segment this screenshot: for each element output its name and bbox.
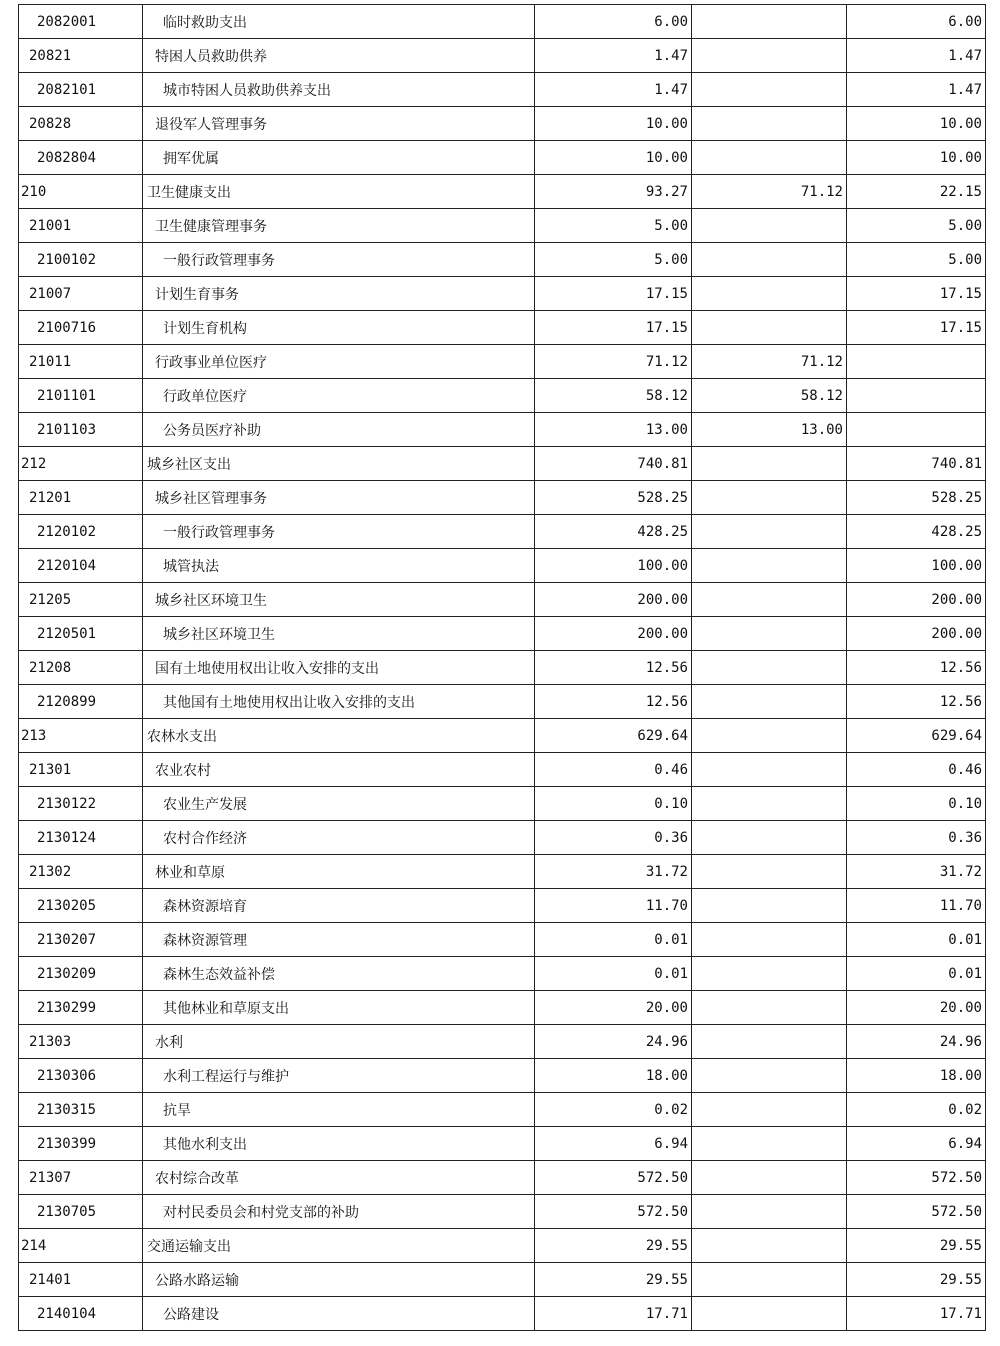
subject-name-cell: 水利 [143,1025,535,1059]
subject-code-cell: 21001 [19,209,143,243]
basic-expenditure-cell: 13.00 [692,413,847,447]
subject-code-cell: 2130315 [19,1093,143,1127]
total-amount-cell: 31.72 [535,855,692,889]
project-expenditure-cell: 572.50 [847,1161,986,1195]
total-amount-cell: 11.70 [535,889,692,923]
basic-expenditure-cell [692,1127,847,1161]
basic-expenditure-cell [692,1161,847,1195]
table-row [19,855,986,889]
subject-name-cell: 拥军优属 [143,141,535,175]
subject-name-cell: 一般行政管理事务 [143,243,535,277]
table-row [19,651,986,685]
basic-expenditure-cell [692,243,847,277]
total-amount-cell: 528.25 [535,481,692,515]
basic-expenditure-cell [692,481,847,515]
total-amount-cell: 200.00 [535,583,692,617]
basic-expenditure-cell: 71.12 [692,175,847,209]
subject-name-cell: 卫生健康管理事务 [143,209,535,243]
subject-name-cell: 计划生育事务 [143,277,535,311]
basic-expenditure-cell [692,991,847,1025]
project-expenditure-cell: 29.55 [847,1229,986,1263]
basic-expenditure-cell [692,651,847,685]
subject-code-cell: 2130207 [19,923,143,957]
basic-expenditure-cell [692,923,847,957]
budget-table [18,4,986,1331]
subject-code-cell: 2100102 [19,243,143,277]
project-expenditure-cell: 200.00 [847,617,986,651]
project-expenditure-cell: 572.50 [847,1195,986,1229]
subject-code-cell: 20821 [19,39,143,73]
subject-name-cell: 森林资源培育 [143,889,535,923]
project-expenditure-cell [847,413,986,447]
subject-code-cell: 214 [19,1229,143,1263]
subject-name-cell: 农林水支出 [143,719,535,753]
table-row [19,957,986,991]
total-amount-cell: 629.64 [535,719,692,753]
subject-name-cell: 计划生育机构 [143,311,535,345]
subject-name-cell: 城乡社区环境卫生 [143,583,535,617]
subject-code-cell: 2130705 [19,1195,143,1229]
total-amount-cell: 0.02 [535,1093,692,1127]
basic-expenditure-cell [692,753,847,787]
basic-expenditure-cell [692,889,847,923]
total-amount-cell: 0.46 [535,753,692,787]
subject-code-cell: 2082804 [19,141,143,175]
subject-code-cell: 2082001 [19,5,143,39]
total-amount-cell: 1.47 [535,39,692,73]
total-amount-cell: 100.00 [535,549,692,583]
project-expenditure-cell: 12.56 [847,685,986,719]
subject-code-cell: 2100716 [19,311,143,345]
subject-name-cell: 行政单位医疗 [143,379,535,413]
table-row [19,753,986,787]
total-amount-cell: 0.01 [535,957,692,991]
subject-code-cell: 2130205 [19,889,143,923]
project-expenditure-cell: 0.46 [847,753,986,787]
subject-code-cell: 2130124 [19,821,143,855]
subject-code-cell: 21201 [19,481,143,515]
subject-name-cell: 城市特困人员救助供养支出 [143,73,535,107]
total-amount-cell: 24.96 [535,1025,692,1059]
project-expenditure-cell: 20.00 [847,991,986,1025]
subject-name-cell: 行政事业单位医疗 [143,345,535,379]
table-row [19,515,986,549]
total-amount-cell: 572.50 [535,1161,692,1195]
table-row [19,1195,986,1229]
subject-name-cell: 森林生态效益补偿 [143,957,535,991]
subject-name-cell: 其他林业和草原支出 [143,991,535,1025]
project-expenditure-cell: 0.36 [847,821,986,855]
table-body [19,5,986,1331]
subject-code-cell: 21208 [19,651,143,685]
table-row [19,277,986,311]
project-expenditure-cell [847,345,986,379]
subject-name-cell: 一般行政管理事务 [143,515,535,549]
basic-expenditure-cell [692,107,847,141]
total-amount-cell: 5.00 [535,209,692,243]
basic-expenditure-cell [692,617,847,651]
total-amount-cell: 10.00 [535,141,692,175]
basic-expenditure-cell [692,855,847,889]
table-row [19,821,986,855]
total-amount-cell: 12.56 [535,685,692,719]
subject-name-cell: 特困人员救助供养 [143,39,535,73]
project-expenditure-cell: 0.01 [847,923,986,957]
table-row [19,1059,986,1093]
total-amount-cell: 17.15 [535,277,692,311]
total-amount-cell: 58.12 [535,379,692,413]
basic-expenditure-cell [692,515,847,549]
subject-code-cell: 21303 [19,1025,143,1059]
basic-expenditure-cell [692,549,847,583]
basic-expenditure-cell [692,1297,847,1331]
project-expenditure-cell [847,379,986,413]
subject-code-cell: 21205 [19,583,143,617]
basic-expenditure-cell [692,209,847,243]
subject-name-cell: 临时救助支出 [143,5,535,39]
subject-name-cell: 农村综合改革 [143,1161,535,1195]
table-row [19,209,986,243]
subject-name-cell: 城管执法 [143,549,535,583]
subject-code-cell: 2120899 [19,685,143,719]
table-row [19,379,986,413]
project-expenditure-cell: 17.15 [847,277,986,311]
subject-name-cell: 城乡社区支出 [143,447,535,481]
table-row [19,583,986,617]
basic-expenditure-cell [692,787,847,821]
subject-code-cell: 213 [19,719,143,753]
subject-name-cell: 林业和草原 [143,855,535,889]
basic-expenditure-cell [692,1263,847,1297]
basic-expenditure-cell: 58.12 [692,379,847,413]
basic-expenditure-cell [692,1093,847,1127]
project-expenditure-cell: 17.71 [847,1297,986,1331]
table-row [19,1093,986,1127]
total-amount-cell: 20.00 [535,991,692,1025]
subject-name-cell: 公路水路运输 [143,1263,535,1297]
subject-name-cell: 退役军人管理事务 [143,107,535,141]
subject-code-cell: 2130122 [19,787,143,821]
basic-expenditure-cell [692,1229,847,1263]
project-expenditure-cell: 5.00 [847,209,986,243]
table-row [19,549,986,583]
total-amount-cell: 0.01 [535,923,692,957]
subject-name-cell: 农业生产发展 [143,787,535,821]
subject-code-cell: 21401 [19,1263,143,1297]
total-amount-cell: 13.00 [535,413,692,447]
subject-code-cell: 2140104 [19,1297,143,1331]
subject-code-cell: 2120104 [19,549,143,583]
subject-name-cell: 农村合作经济 [143,821,535,855]
project-expenditure-cell: 10.00 [847,107,986,141]
subject-code-cell: 2130299 [19,991,143,1025]
basic-expenditure-cell [692,583,847,617]
table-row [19,1025,986,1059]
project-expenditure-cell: 31.72 [847,855,986,889]
basic-expenditure-cell [692,1025,847,1059]
subject-code-cell: 2120102 [19,515,143,549]
total-amount-cell: 93.27 [535,175,692,209]
total-amount-cell: 200.00 [535,617,692,651]
basic-expenditure-cell [692,141,847,175]
project-expenditure-cell: 22.15 [847,175,986,209]
subject-code-cell: 212 [19,447,143,481]
table-row [19,1127,986,1161]
table-row [19,447,986,481]
subject-name-cell: 农业农村 [143,753,535,787]
project-expenditure-cell: 0.02 [847,1093,986,1127]
total-amount-cell: 17.15 [535,311,692,345]
subject-code-cell: 20828 [19,107,143,141]
subject-code-cell: 21307 [19,1161,143,1195]
subject-name-cell: 森林资源管理 [143,923,535,957]
project-expenditure-cell: 528.25 [847,481,986,515]
subject-code-cell: 2101103 [19,413,143,447]
table-row [19,5,986,39]
subject-code-cell: 21301 [19,753,143,787]
total-amount-cell: 17.71 [535,1297,692,1331]
project-expenditure-cell: 24.96 [847,1025,986,1059]
basic-expenditure-cell [692,5,847,39]
total-amount-cell: 10.00 [535,107,692,141]
subject-code-cell: 21007 [19,277,143,311]
basic-expenditure-cell [692,1195,847,1229]
project-expenditure-cell: 5.00 [847,243,986,277]
total-amount-cell: 572.50 [535,1195,692,1229]
subject-name-cell: 公路建设 [143,1297,535,1331]
table-row [19,685,986,719]
table-row [19,787,986,821]
basic-expenditure-cell [692,719,847,753]
total-amount-cell: 0.36 [535,821,692,855]
table-row [19,345,986,379]
subject-name-cell: 对村民委员会和村党支部的补助 [143,1195,535,1229]
project-expenditure-cell: 740.81 [847,447,986,481]
subject-name-cell: 卫生健康支出 [143,175,535,209]
subject-code-cell: 210 [19,175,143,209]
subject-name-cell: 抗旱 [143,1093,535,1127]
project-expenditure-cell: 10.00 [847,141,986,175]
total-amount-cell: 18.00 [535,1059,692,1093]
basic-expenditure-cell [692,73,847,107]
project-expenditure-cell: 17.15 [847,311,986,345]
total-amount-cell: 1.47 [535,73,692,107]
table-row [19,73,986,107]
project-expenditure-cell: 200.00 [847,583,986,617]
basic-expenditure-cell [692,821,847,855]
table-row [19,243,986,277]
total-amount-cell: 29.55 [535,1263,692,1297]
subject-code-cell: 21302 [19,855,143,889]
table-row [19,175,986,209]
project-expenditure-cell: 29.55 [847,1263,986,1297]
project-expenditure-cell: 1.47 [847,39,986,73]
subject-code-cell: 2101101 [19,379,143,413]
table-row [19,413,986,447]
subject-name-cell: 城乡社区管理事务 [143,481,535,515]
subject-name-cell: 公务员医疗补助 [143,413,535,447]
table-row [19,719,986,753]
basic-expenditure-cell [692,311,847,345]
table-row [19,1297,986,1331]
table-row [19,481,986,515]
table-row [19,311,986,345]
table-row [19,1229,986,1263]
table-row [19,1161,986,1195]
table-row [19,107,986,141]
total-amount-cell: 12.56 [535,651,692,685]
basic-expenditure-cell [692,1059,847,1093]
table-row [19,991,986,1025]
table-row [19,141,986,175]
subject-name-cell: 其他水利支出 [143,1127,535,1161]
basic-expenditure-cell [692,39,847,73]
table-row [19,889,986,923]
project-expenditure-cell: 428.25 [847,515,986,549]
project-expenditure-cell: 100.00 [847,549,986,583]
project-expenditure-cell: 11.70 [847,889,986,923]
total-amount-cell: 6.00 [535,5,692,39]
project-expenditure-cell: 12.56 [847,651,986,685]
subject-name-cell: 其他国有土地使用权出让收入安排的支出 [143,685,535,719]
subject-code-cell: 21011 [19,345,143,379]
project-expenditure-cell: 629.64 [847,719,986,753]
basic-expenditure-cell [692,447,847,481]
total-amount-cell: 71.12 [535,345,692,379]
basic-expenditure-cell: 71.12 [692,345,847,379]
project-expenditure-cell: 18.00 [847,1059,986,1093]
project-expenditure-cell: 1.47 [847,73,986,107]
total-amount-cell: 5.00 [535,243,692,277]
total-amount-cell: 740.81 [535,447,692,481]
total-amount-cell: 6.94 [535,1127,692,1161]
basic-expenditure-cell [692,957,847,991]
table-row [19,923,986,957]
subject-code-cell: 2082101 [19,73,143,107]
subject-name-cell: 城乡社区环境卫生 [143,617,535,651]
subject-name-cell: 交通运输支出 [143,1229,535,1263]
total-amount-cell: 428.25 [535,515,692,549]
total-amount-cell: 29.55 [535,1229,692,1263]
project-expenditure-cell: 0.01 [847,957,986,991]
project-expenditure-cell: 6.00 [847,5,986,39]
basic-expenditure-cell [692,277,847,311]
project-expenditure-cell: 6.94 [847,1127,986,1161]
basic-expenditure-cell [692,685,847,719]
table-row [19,617,986,651]
subject-code-cell: 2120501 [19,617,143,651]
subject-code-cell: 2130209 [19,957,143,991]
table-row [19,1263,986,1297]
subject-code-cell: 2130399 [19,1127,143,1161]
subject-name-cell: 水利工程运行与维护 [143,1059,535,1093]
subject-name-cell: 国有土地使用权出让收入安排的支出 [143,651,535,685]
total-amount-cell: 0.10 [535,787,692,821]
project-expenditure-cell: 0.10 [847,787,986,821]
table-row [19,39,986,73]
subject-code-cell: 2130306 [19,1059,143,1093]
